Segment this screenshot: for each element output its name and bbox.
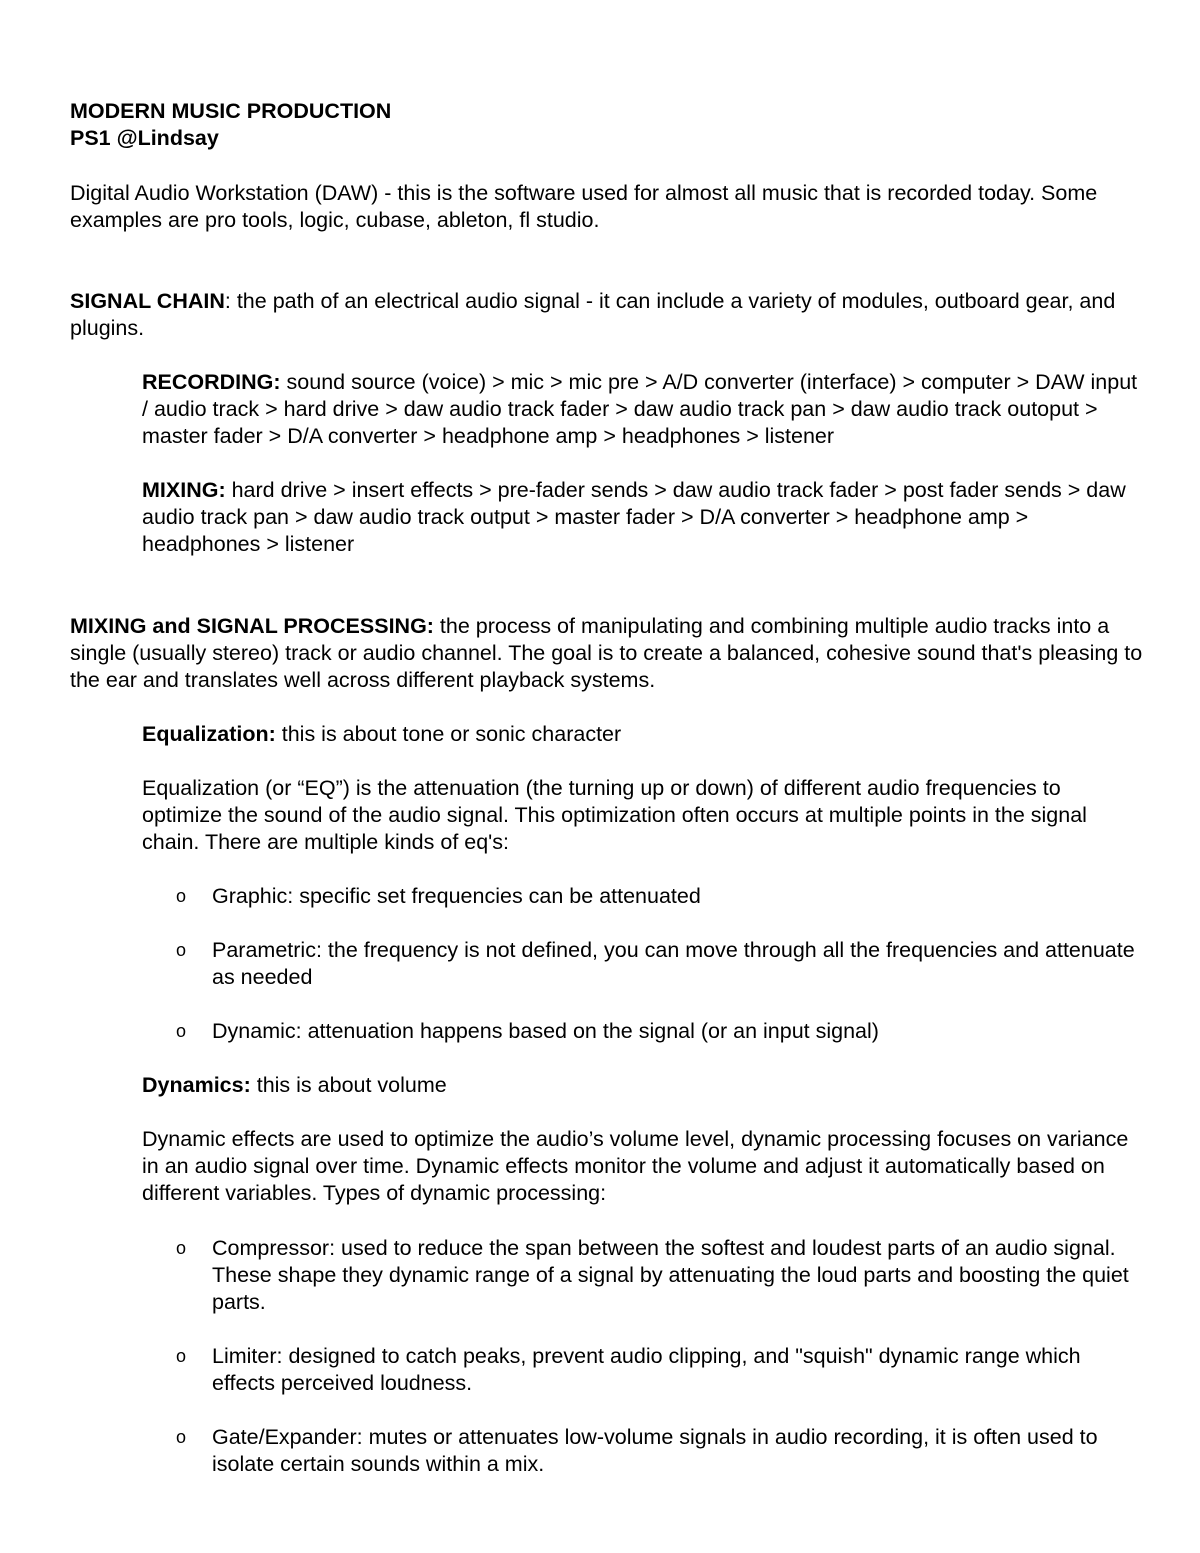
recording-chain-paragraph	[142, 369, 1142, 450]
list-item-text: Gate/Expander: mutes or attenuates low-volume signals in audio recording, it is often used to isolate certain sounds within a mix.	[212, 1425, 1098, 1476]
mixing-processing-definition: the process of manipulating and combining multiple audio tracks into a single (usually stereo) track or audio channel. The goal is to create a balanced, cohesive sound that's pleasing to the ear and translates well across different playback systems.	[70, 614, 1143, 692]
equalization-term: Equalization:	[142, 722, 276, 746]
mixing-text: hard drive > insert effects > pre-fader sends > daw audio track fader > post fader sends > daw audio track pan > daw audio track output > master fader > D/A converter > headphone amp > headphones > listener	[142, 478, 1126, 556]
bullet-icon: o	[176, 1021, 187, 1041]
bullet-icon: o	[176, 1427, 187, 1447]
mixing-processing-paragraph	[70, 613, 1150, 694]
page-subtitle: PS1 @Lindsay	[70, 126, 219, 150]
signal-chain-term: SIGNAL CHAIN	[70, 289, 225, 313]
list-item-text: Parametric: the frequency is not defined, you can move through all the frequencies and attenuate as needed	[212, 938, 1135, 989]
intro-paragraph: Digital Audio Workstation (DAW) - this is the software used for almost all music that is recorded today. Some examples are pro tools, logic, cubase, ableton, fl studio.	[70, 181, 1098, 232]
list-item-text: Limiter: designed to catch peaks, prevent audio clipping, and "squish" dynamic range which effects perceived loudness.	[212, 1344, 1081, 1395]
dynamics-heading	[142, 1072, 1142, 1099]
dynamics-description: Dynamic effects are used to optimize the audio’s volume level, dynamic processing focuses on variance in an audio signal over time. Dynamic effects monitor the volume and adjust it automatically based on different variables. Types of dynamic processing:	[142, 1127, 1129, 1205]
page-title: MODERN MUSIC PRODUCTION	[70, 99, 392, 123]
signal-chain-paragraph	[70, 288, 1150, 342]
list-item-text: Compressor: used to reduce the span between the softest and loudest parts of an audio signal. These shape they dynamic range of a signal by attenuating the loud parts and boosting the quiet parts.	[212, 1236, 1129, 1314]
dynamics-term: Dynamics:	[142, 1073, 251, 1097]
mixing-term: MIXING:	[142, 478, 226, 502]
equalization-summary: this is about tone or sonic character	[275, 722, 622, 746]
bullet-icon: o	[176, 1238, 187, 1258]
mixing-chain-paragraph	[142, 477, 1142, 558]
recording-term: RECORDING:	[142, 370, 281, 394]
signal-chain-definition: : the path of an electrical audio signal - it can include a variety of modules, outboard gear, and plugins.	[70, 289, 1116, 340]
equalization-heading	[142, 721, 1142, 748]
list-item-text: Dynamic: attenuation happens based on the signal (or an input signal)	[212, 1019, 879, 1043]
recording-text: sound source (voice) > mic > mic pre > A/D converter (interface) > computer > DAW input / audio track > hard drive > daw audio track fader > daw audio track pan > daw audio track outoput > master fader > D/A converter > headphone amp > headphones > listener	[142, 370, 1138, 448]
mixing-processing-term: MIXING and SIGNAL PROCESSING:	[70, 614, 434, 638]
equalization-description: Equalization (or “EQ”) is the attenuation (the turning up or down) of different audio frequencies to optimize the sound of the audio signal. This optimization often occurs at multiple points in the signal chain. There are multiple kinds of eq's:	[142, 776, 1087, 854]
document-header	[70, 98, 1150, 152]
list-item-text: Graphic: specific set frequencies can be attenuated	[212, 884, 701, 908]
bullet-icon: o	[176, 940, 187, 960]
bullet-icon: o	[176, 886, 187, 906]
dynamics-summary: this is about volume	[250, 1073, 447, 1097]
bullet-icon: o	[176, 1346, 187, 1366]
